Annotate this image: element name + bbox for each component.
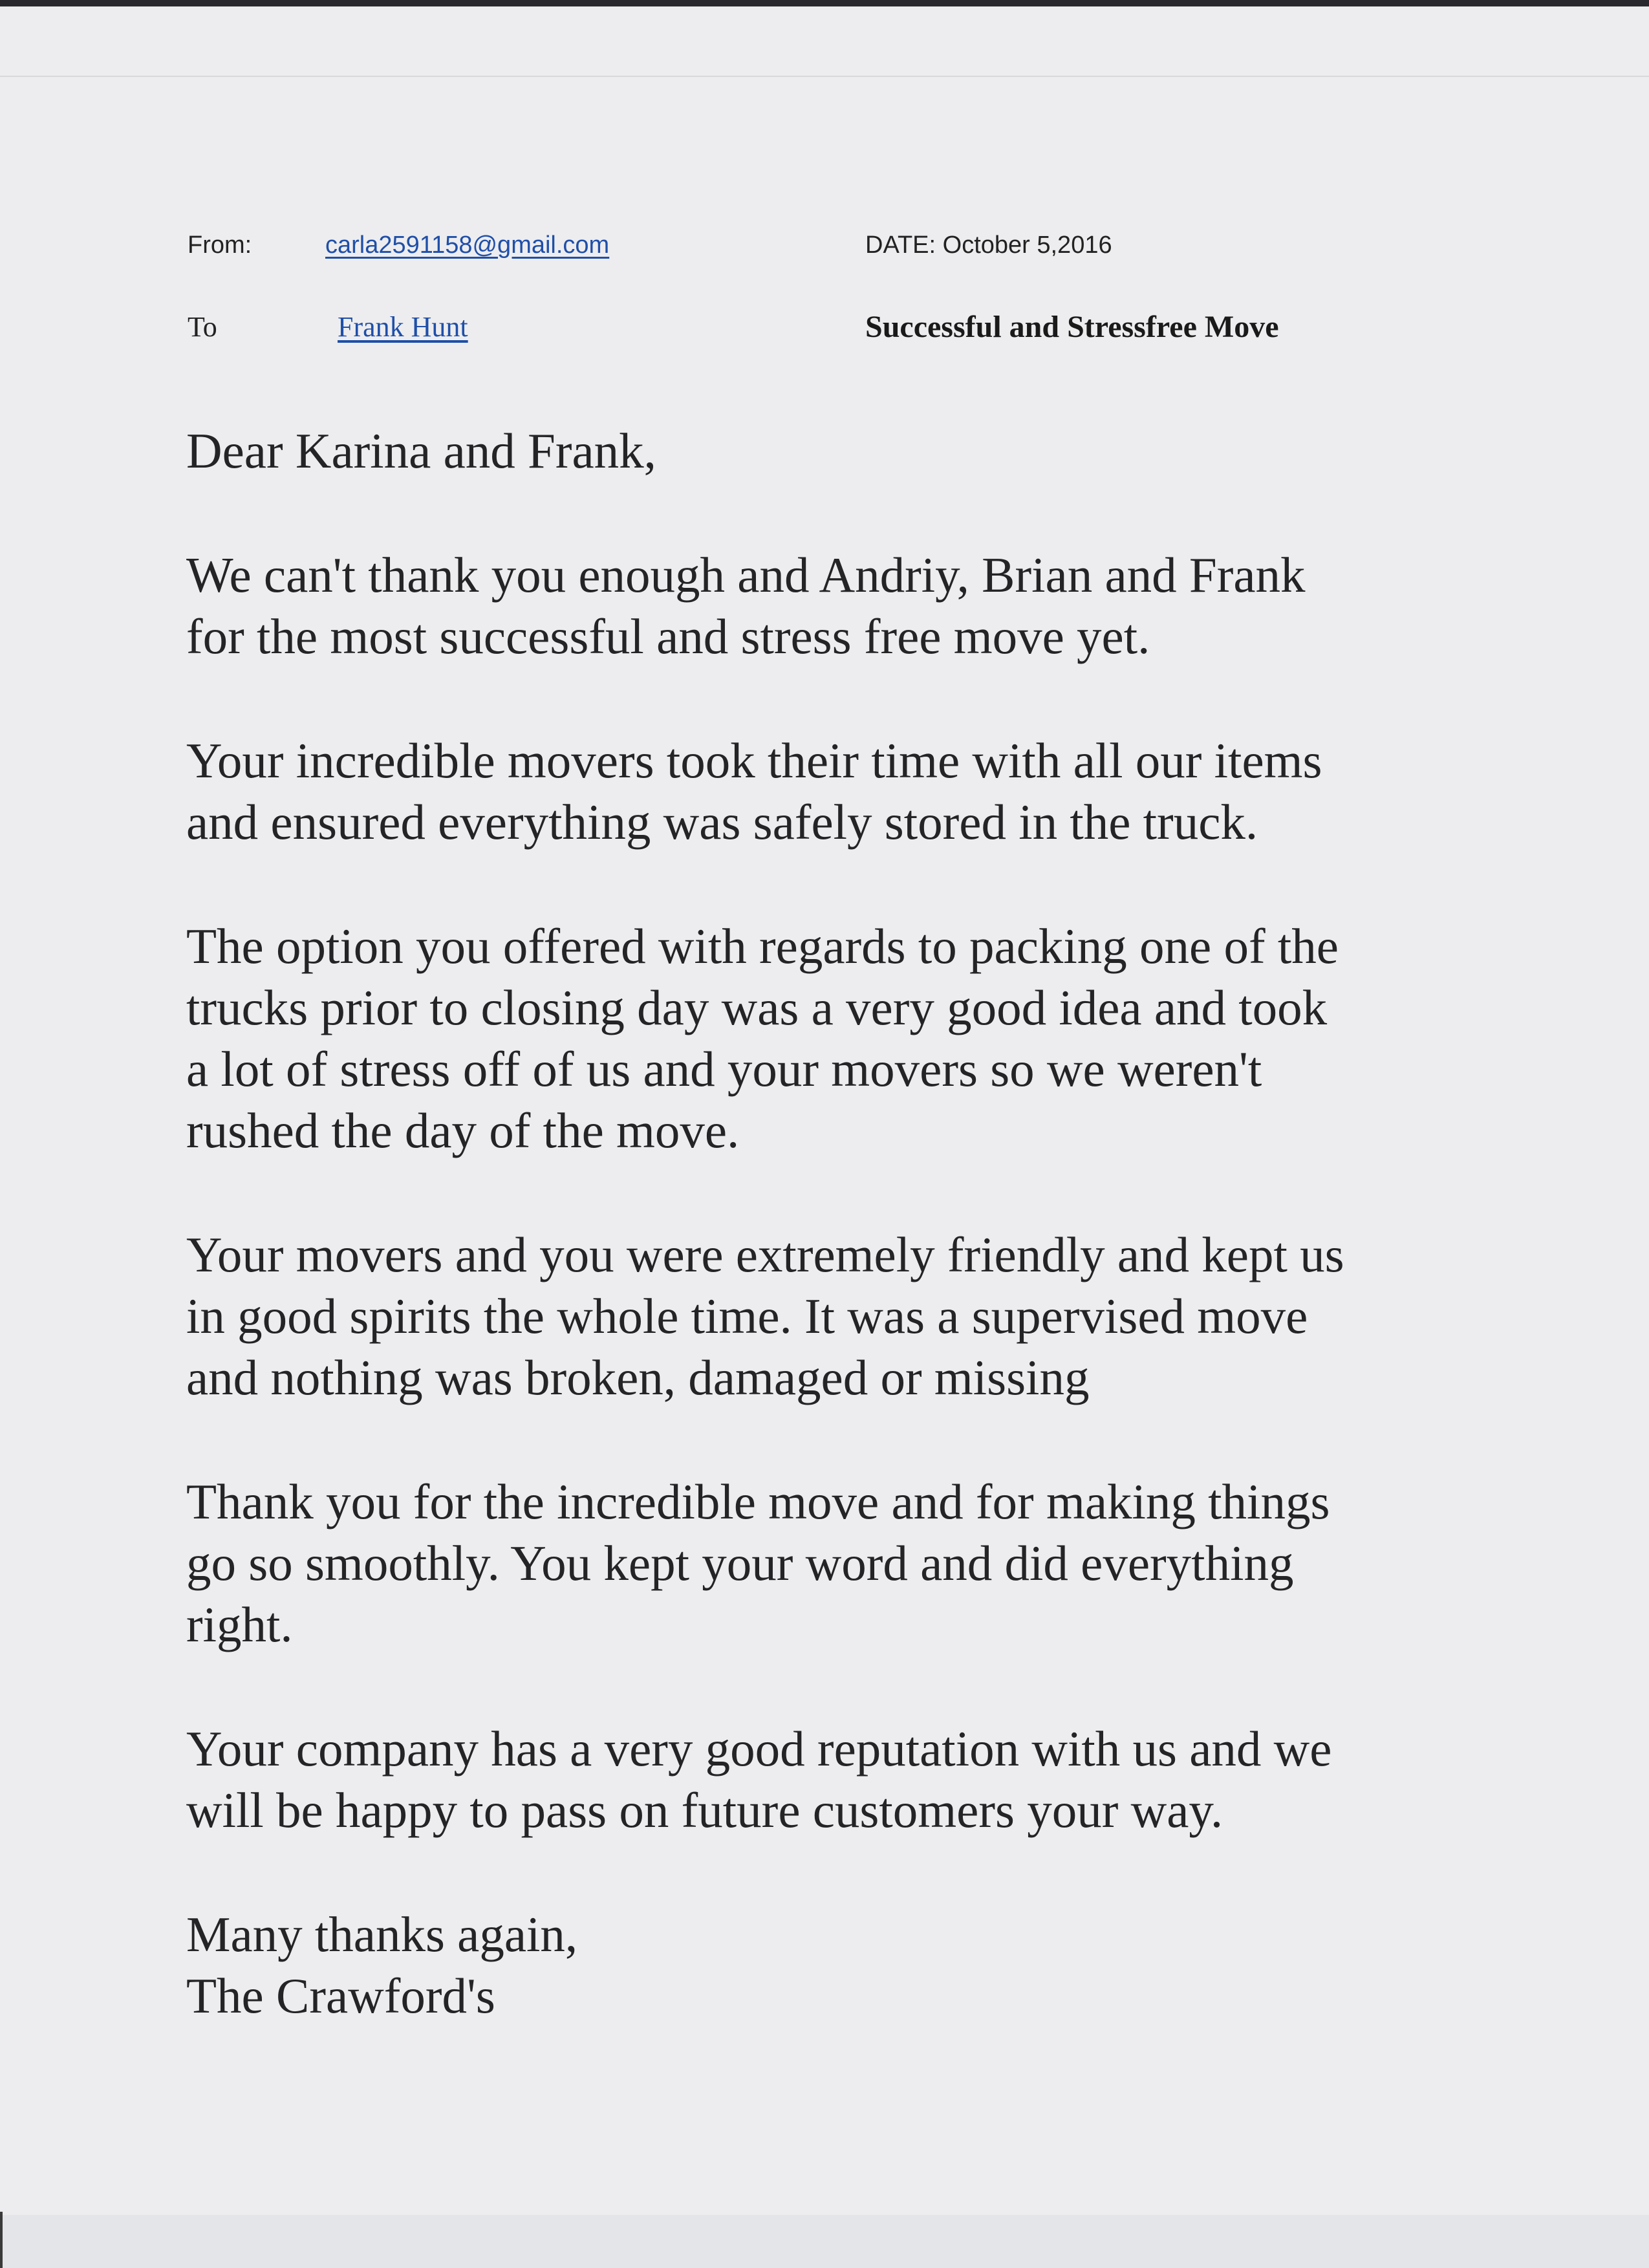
closing-signature: Many thanks again, The Crawford's [186, 1906, 578, 2024]
letter-body [186, 420, 1493, 2027]
paragraph-movers-care: Your incredible movers took their time with all our items and ensured everything was safely stored in the truck. [186, 733, 1322, 850]
scan-left-edge [0, 2212, 3, 2268]
date-text: DATE: October 5,2016 [865, 232, 1112, 259]
scan-bottom-band [0, 2215, 1649, 2268]
from-label: From: [188, 232, 252, 259]
to-name-link[interactable]: Frank Hunt [338, 311, 468, 343]
to-row [0, 310, 1649, 349]
from-row [0, 232, 1649, 264]
paragraph-packing-option: The option you offered with regards to packing one of the trucks prior to closing day was a very good idea and took a lot of stress off of us and your movers so we weren't rushed the day of the move. [186, 918, 1339, 1158]
scan-top-edge [0, 0, 1649, 6]
paragraph-reputation: Your company has a very good reputation with us and we will be happy to pass on future customers your way. [186, 1721, 1332, 1838]
scan-fold-line [0, 76, 1649, 77]
from-email-link[interactable]: carla2591158@gmail.com [325, 232, 610, 259]
to-label: To [188, 311, 217, 343]
paragraph-thanks: We can't thank you enough and Andriy, Brian and Frank for the most successful and stress free move yet. [186, 547, 1306, 664]
paragraph-friendly-movers: Your movers and you were extremely friendly and kept us in good spirits the whole time. It was a supervised move and nothing was broken, damaged or missing [186, 1227, 1344, 1405]
subject-line: Successful and Stressfree Move [865, 310, 1279, 344]
paragraph-smooth-move: Thank you for the incredible move and for making things go so smoothly. You kept your word and did everything right. [186, 1474, 1330, 1652]
salutation: Dear Karina and Frank, [186, 423, 656, 479]
